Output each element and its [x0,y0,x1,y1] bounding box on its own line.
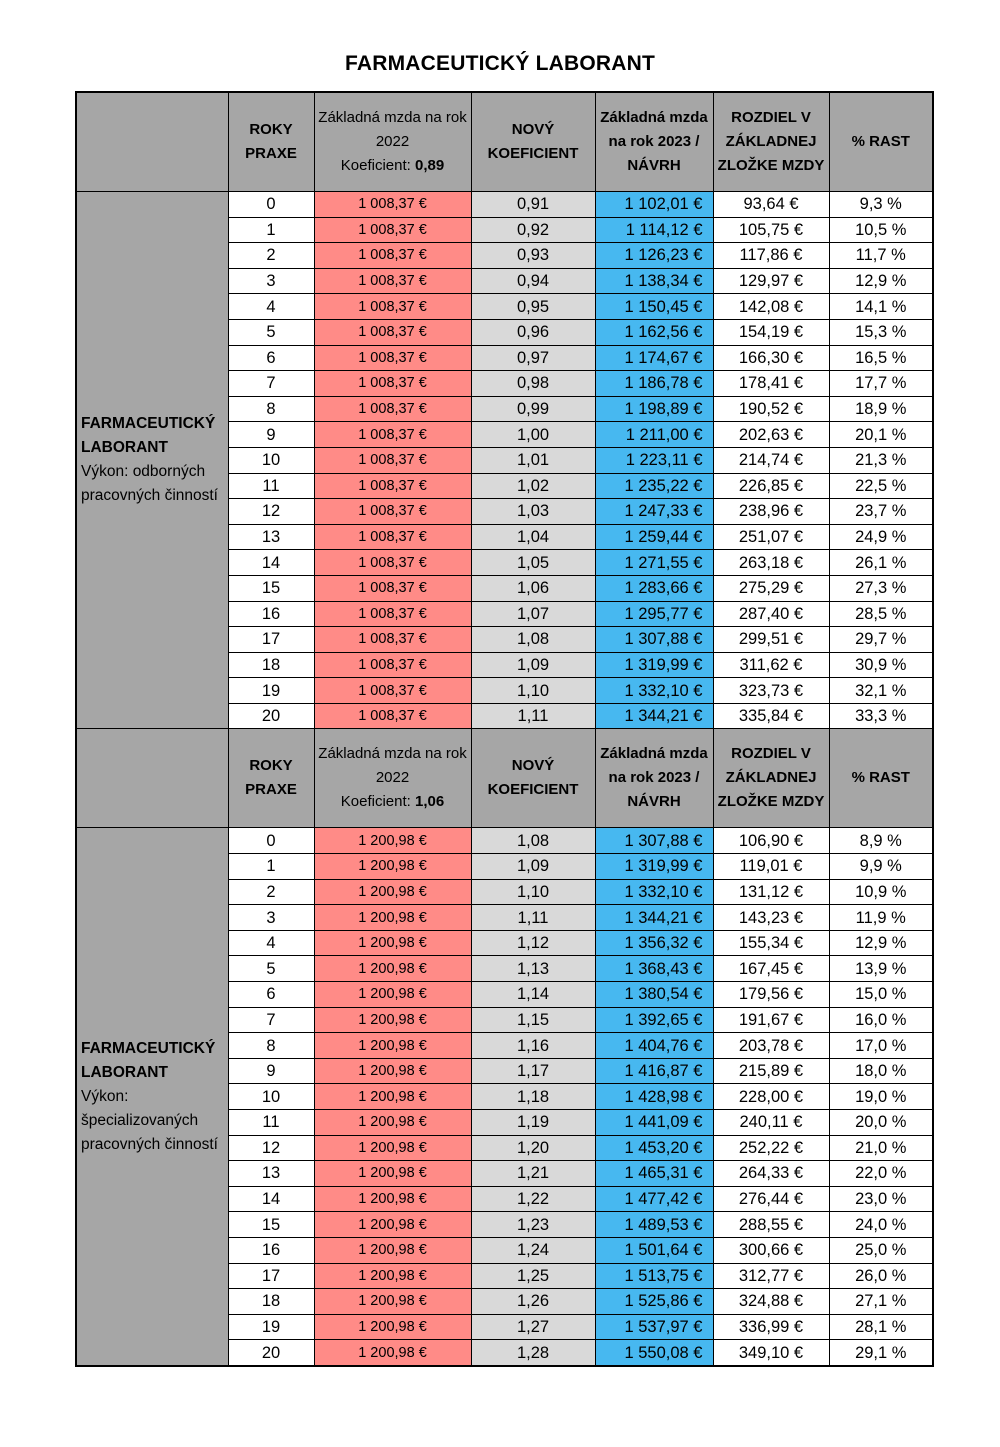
difference-cell: 215,89 € [713,1058,829,1084]
years-cell: 13 [228,1161,314,1187]
difference-cell: 154,19 € [713,319,829,345]
coefficient-cell: 1,09 [471,854,595,880]
base-salary-cell: 1 200,98 € [314,1340,471,1366]
header-years: ROKY PRAXE [228,92,314,192]
years-cell: 9 [228,422,314,448]
base-salary-cell: 1 008,37 € [314,499,471,525]
difference-cell: 240,11 € [713,1110,829,1136]
header-growth: % RAST [829,92,933,192]
base-salary-cell: 1 200,98 € [314,1237,471,1263]
coefficient-cell: 1,25 [471,1263,595,1289]
years-cell: 18 [228,1289,314,1315]
base-salary-cell: 1 008,37 € [314,601,471,627]
header-base-label: Základná mzda na rok 2022 [318,745,467,787]
years-cell: 6 [228,982,314,1008]
coefficient-cell: 1,14 [471,982,595,1008]
growth-cell: 23,0 % [829,1186,933,1212]
growth-cell: 14,1 % [829,294,933,320]
header-years: ROKY PRAXE [228,729,314,828]
base-salary-cell: 1 008,37 € [314,575,471,601]
header-base-salary [314,92,471,192]
growth-cell: 13,9 % [829,956,933,982]
new-salary-cell: 1 550,08 € [595,1340,713,1366]
new-salary-cell: 1 319,99 € [595,652,713,678]
years-cell: 20 [228,703,314,729]
growth-cell: 9,3 % [829,192,933,218]
coefficient-cell: 0,96 [471,319,595,345]
coefficient-cell: 1,06 [471,575,595,601]
header-coef-label: Koeficient: [340,157,411,174]
difference-cell: 93,64 € [713,192,829,218]
difference-cell: 155,34 € [713,930,829,956]
table-row [76,828,933,854]
growth-cell: 23,7 % [829,499,933,525]
base-salary-cell: 1 200,98 € [314,879,471,905]
salary-table [75,91,934,1367]
header-new-coefficient: NOVÝ KOEFICIENT [471,729,595,828]
years-cell: 14 [228,550,314,576]
header-new-coefficient: NOVÝ KOEFICIENT [471,92,595,192]
coefficient-cell: 1,07 [471,601,595,627]
base-salary-cell: 1 008,37 € [314,268,471,294]
years-cell: 1 [228,854,314,880]
years-cell: 12 [228,499,314,525]
coefficient-cell: 1,11 [471,703,595,729]
coefficient-cell: 1,21 [471,1161,595,1187]
new-salary-cell: 1 186,78 € [595,371,713,397]
years-cell: 10 [228,447,314,473]
base-salary-cell: 1 200,98 € [314,1033,471,1059]
header-blank-cell [76,729,228,828]
new-salary-cell: 1 271,55 € [595,550,713,576]
years-cell: 17 [228,627,314,653]
years-cell: 19 [228,678,314,704]
difference-cell: 202,63 € [713,422,829,448]
header-difference: ROZDIEL V ZÁKLADNEJ ZLOŽKE MZDY [713,729,829,828]
base-salary-cell: 1 200,98 € [314,982,471,1008]
difference-cell: 226,85 € [713,473,829,499]
growth-cell: 12,9 % [829,930,933,956]
difference-cell: 323,73 € [713,678,829,704]
years-cell: 1 [228,217,314,243]
years-cell: 13 [228,524,314,550]
difference-cell: 179,56 € [713,982,829,1008]
group-label-title: FARMACEUTICKÝ LABORANT [81,1039,216,1081]
base-salary-cell: 1 008,37 € [314,294,471,320]
difference-cell: 143,23 € [713,905,829,931]
header-row [76,92,933,192]
new-salary-cell: 1 489,53 € [595,1212,713,1238]
coefficient-cell: 1,03 [471,499,595,525]
new-salary-cell: 1 465,31 € [595,1161,713,1187]
difference-cell: 166,30 € [713,345,829,371]
difference-cell: 178,41 € [713,371,829,397]
growth-cell: 10,5 % [829,217,933,243]
base-salary-cell: 1 200,98 € [314,1186,471,1212]
coefficient-cell: 1,13 [471,956,595,982]
coefficient-cell: 0,91 [471,192,595,218]
difference-cell: 263,18 € [713,550,829,576]
growth-cell: 18,0 % [829,1058,933,1084]
difference-cell: 275,29 € [713,575,829,601]
growth-cell: 33,3 % [829,703,933,729]
growth-cell: 20,1 % [829,422,933,448]
group-label-description: Výkon: špecializovaných pracovných činností [81,1087,218,1153]
new-salary-cell: 1 223,11 € [595,447,713,473]
new-salary-cell: 1 283,66 € [595,575,713,601]
coefficient-cell: 1,18 [471,1084,595,1110]
group-label-description: Výkon: odborných pracovných činností [81,463,218,505]
new-salary-cell: 1 162,56 € [595,319,713,345]
years-cell: 8 [228,1033,314,1059]
base-salary-cell: 1 008,37 € [314,422,471,448]
difference-cell: 276,44 € [713,1186,829,1212]
base-salary-cell: 1 200,98 € [314,956,471,982]
growth-cell: 16,0 % [829,1007,933,1033]
base-salary-cell: 1 200,98 € [314,1058,471,1084]
growth-cell: 9,9 % [829,854,933,880]
new-salary-cell: 1 344,21 € [595,703,713,729]
base-salary-cell: 1 008,37 € [314,627,471,653]
difference-cell: 252,22 € [713,1135,829,1161]
growth-cell: 17,7 % [829,371,933,397]
growth-cell: 8,9 % [829,828,933,854]
difference-cell: 300,66 € [713,1237,829,1263]
table-row [76,192,933,218]
difference-cell: 238,96 € [713,499,829,525]
new-salary-cell: 1 453,20 € [595,1135,713,1161]
years-cell: 14 [228,1186,314,1212]
coefficient-cell: 1,00 [471,422,595,448]
base-salary-cell: 1 200,98 € [314,1314,471,1340]
growth-cell: 15,3 % [829,319,933,345]
new-salary-cell: 1 356,32 € [595,930,713,956]
years-cell: 5 [228,956,314,982]
growth-cell: 26,1 % [829,550,933,576]
years-cell: 0 [228,828,314,854]
years-cell: 11 [228,473,314,499]
difference-cell: 264,33 € [713,1161,829,1187]
coefficient-cell: 0,98 [471,371,595,397]
growth-cell: 20,0 % [829,1110,933,1136]
years-cell: 20 [228,1340,314,1366]
growth-cell: 28,1 % [829,1314,933,1340]
growth-cell: 10,9 % [829,879,933,905]
years-cell: 16 [228,1237,314,1263]
difference-cell: 106,90 € [713,828,829,854]
difference-cell: 142,08 € [713,294,829,320]
coefficient-cell: 1,08 [471,828,595,854]
years-cell: 10 [228,1084,314,1110]
header-new-salary: Základná mzda na rok 2023 / NÁVRH [595,92,713,192]
base-salary-cell: 1 008,37 € [314,550,471,576]
base-salary-cell: 1 200,98 € [314,1212,471,1238]
years-cell: 15 [228,575,314,601]
new-salary-cell: 1 138,34 € [595,268,713,294]
group-label [76,828,228,1366]
new-salary-cell: 1 537,97 € [595,1314,713,1340]
base-salary-cell: 1 008,37 € [314,345,471,371]
new-salary-cell: 1 525,86 € [595,1289,713,1315]
difference-cell: 117,86 € [713,243,829,269]
coefficient-cell: 1,05 [471,550,595,576]
base-salary-cell: 1 200,98 € [314,905,471,931]
growth-cell: 24,0 % [829,1212,933,1238]
years-cell: 4 [228,930,314,956]
growth-cell: 25,0 % [829,1237,933,1263]
base-salary-cell: 1 200,98 € [314,1135,471,1161]
difference-cell: 349,10 € [713,1340,829,1366]
years-cell: 7 [228,1007,314,1033]
years-cell: 0 [228,192,314,218]
growth-cell: 17,0 % [829,1033,933,1059]
years-cell: 2 [228,879,314,905]
new-salary-cell: 1 441,09 € [595,1110,713,1136]
new-salary-cell: 1 235,22 € [595,473,713,499]
years-cell: 16 [228,601,314,627]
difference-cell: 336,99 € [713,1314,829,1340]
coefficient-cell: 0,92 [471,217,595,243]
years-cell: 9 [228,1058,314,1084]
new-salary-cell: 1 368,43 € [595,956,713,982]
years-cell: 3 [228,905,314,931]
base-salary-cell: 1 008,37 € [314,524,471,550]
difference-cell: 288,55 € [713,1212,829,1238]
new-salary-cell: 1 501,64 € [595,1237,713,1263]
header-growth: % RAST [829,729,933,828]
growth-cell: 32,1 % [829,678,933,704]
base-salary-cell: 1 008,37 € [314,371,471,397]
header-new-salary: Základná mzda na rok 2023 / NÁVRH [595,729,713,828]
new-salary-cell: 1 307,88 € [595,828,713,854]
base-salary-cell: 1 200,98 € [314,930,471,956]
growth-cell: 24,9 % [829,524,933,550]
header-base-label: Základná mzda na rok 2022 [318,109,467,150]
base-salary-cell: 1 008,37 € [314,678,471,704]
years-cell: 12 [228,1135,314,1161]
base-salary-cell: 1 200,98 € [314,1007,471,1033]
growth-cell: 11,7 % [829,243,933,269]
base-salary-cell: 1 200,98 € [314,1110,471,1136]
years-cell: 4 [228,294,314,320]
coefficient-cell: 1,10 [471,879,595,905]
new-salary-cell: 1 198,89 € [595,396,713,422]
growth-cell: 15,0 % [829,982,933,1008]
years-cell: 11 [228,1110,314,1136]
base-salary-cell: 1 200,98 € [314,1289,471,1315]
growth-cell: 27,1 % [829,1289,933,1315]
new-salary-cell: 1 114,12 € [595,217,713,243]
difference-cell: 214,74 € [713,447,829,473]
new-salary-cell: 1 174,67 € [595,345,713,371]
new-salary-cell: 1 380,54 € [595,982,713,1008]
header-coef-label: Koeficient: [340,793,411,811]
new-salary-cell: 1 332,10 € [595,678,713,704]
coefficient-cell: 1,11 [471,905,595,931]
new-salary-cell: 1 344,21 € [595,905,713,931]
coefficient-cell: 1,16 [471,1033,595,1059]
difference-cell: 190,52 € [713,396,829,422]
new-salary-cell: 1 102,01 € [595,192,713,218]
header-blank-cell [76,92,228,192]
new-salary-cell: 1 259,44 € [595,524,713,550]
base-salary-cell: 1 008,37 € [314,652,471,678]
base-salary-cell: 1 200,98 € [314,828,471,854]
growth-cell: 16,5 % [829,345,933,371]
difference-cell: 119,01 € [713,854,829,880]
header-coef-value: 1,06 [415,793,445,811]
header-row [76,729,933,828]
coefficient-cell: 1,20 [471,1135,595,1161]
new-salary-cell: 1 150,45 € [595,294,713,320]
new-salary-cell: 1 404,76 € [595,1033,713,1059]
years-cell: 15 [228,1212,314,1238]
base-salary-cell: 1 008,37 € [314,319,471,345]
difference-cell: 167,45 € [713,956,829,982]
years-cell: 17 [228,1263,314,1289]
base-salary-cell: 1 200,98 € [314,1084,471,1110]
coefficient-cell: 1,17 [471,1058,595,1084]
coefficient-cell: 0,93 [471,243,595,269]
new-salary-cell: 1 513,75 € [595,1263,713,1289]
base-salary-cell: 1 008,37 € [314,192,471,218]
coefficient-cell: 1,28 [471,1340,595,1366]
growth-cell: 26,0 % [829,1263,933,1289]
base-salary-cell: 1 200,98 € [314,1263,471,1289]
new-salary-cell: 1 126,23 € [595,243,713,269]
growth-cell: 21,0 % [829,1135,933,1161]
header-difference: ROZDIEL V ZÁKLADNEJ ZLOŽKE MZDY [713,92,829,192]
coefficient-cell: 1,01 [471,447,595,473]
coefficient-cell: 1,08 [471,627,595,653]
difference-cell: 131,12 € [713,879,829,905]
new-salary-cell: 1 477,42 € [595,1186,713,1212]
growth-cell: 18,9 % [829,396,933,422]
growth-cell: 22,5 % [829,473,933,499]
coefficient-cell: 0,99 [471,396,595,422]
new-salary-cell: 1 416,87 € [595,1058,713,1084]
coefficient-cell: 1,09 [471,652,595,678]
coefficient-cell: 1,12 [471,930,595,956]
base-salary-cell: 1 008,37 € [314,217,471,243]
growth-cell: 27,3 % [829,575,933,601]
base-salary-cell: 1 008,37 € [314,473,471,499]
growth-cell: 22,0 % [829,1161,933,1187]
base-salary-cell: 1 200,98 € [314,854,471,880]
new-salary-cell: 1 392,65 € [595,1007,713,1033]
new-salary-cell: 1 211,00 € [595,422,713,448]
new-salary-cell: 1 428,98 € [595,1084,713,1110]
coefficient-cell: 0,94 [471,268,595,294]
group-label [76,192,228,729]
years-cell: 3 [228,268,314,294]
difference-cell: 105,75 € [713,217,829,243]
years-cell: 5 [228,319,314,345]
coefficient-cell: 1,22 [471,1186,595,1212]
difference-cell: 287,40 € [713,601,829,627]
base-salary-cell: 1 008,37 € [314,703,471,729]
base-salary-cell: 1 200,98 € [314,1161,471,1187]
base-salary-cell: 1 008,37 € [314,396,471,422]
growth-cell: 29,7 % [829,627,933,653]
years-cell: 18 [228,652,314,678]
difference-cell: 312,77 € [713,1263,829,1289]
growth-cell: 12,9 % [829,268,933,294]
difference-cell: 251,07 € [713,524,829,550]
new-salary-cell: 1 332,10 € [595,879,713,905]
years-cell: 7 [228,371,314,397]
coefficient-cell: 1,19 [471,1110,595,1136]
difference-cell: 335,84 € [713,703,829,729]
base-salary-cell: 1 008,37 € [314,447,471,473]
difference-cell: 299,51 € [713,627,829,653]
coefficient-cell: 1,10 [471,678,595,704]
difference-cell: 203,78 € [713,1033,829,1059]
difference-cell: 324,88 € [713,1289,829,1315]
base-salary-cell: 1 008,37 € [314,243,471,269]
coefficient-cell: 1,24 [471,1237,595,1263]
growth-cell: 30,9 % [829,652,933,678]
growth-cell: 11,9 % [829,905,933,931]
coefficient-cell: 0,97 [471,345,595,371]
years-cell: 2 [228,243,314,269]
growth-cell: 28,5 % [829,601,933,627]
years-cell: 6 [228,345,314,371]
coefficient-cell: 1,02 [471,473,595,499]
growth-cell: 19,0 % [829,1084,933,1110]
new-salary-cell: 1 247,33 € [595,499,713,525]
new-salary-cell: 1 319,99 € [595,854,713,880]
header-coef-value: 0,89 [415,157,445,174]
page-title: FARMACEUTICKÝ LABORANT [344,52,656,75]
difference-cell: 311,62 € [713,652,829,678]
new-salary-cell: 1 307,88 € [595,627,713,653]
difference-cell: 129,97 € [713,268,829,294]
coefficient-cell: 1,15 [471,1007,595,1033]
coefficient-cell: 1,23 [471,1212,595,1238]
growth-cell: 29,1 % [829,1340,933,1366]
difference-cell: 228,00 € [713,1084,829,1110]
coefficient-cell: 1,26 [471,1289,595,1315]
new-salary-cell: 1 295,77 € [595,601,713,627]
years-cell: 19 [228,1314,314,1340]
group-label-title: FARMACEUTICKÝ LABORANT [81,415,216,457]
coefficient-cell: 0,95 [471,294,595,320]
header-base-salary [314,729,471,828]
difference-cell: 191,67 € [713,1007,829,1033]
coefficient-cell: 1,27 [471,1314,595,1340]
years-cell: 8 [228,396,314,422]
coefficient-cell: 1,04 [471,524,595,550]
growth-cell: 21,3 % [829,447,933,473]
